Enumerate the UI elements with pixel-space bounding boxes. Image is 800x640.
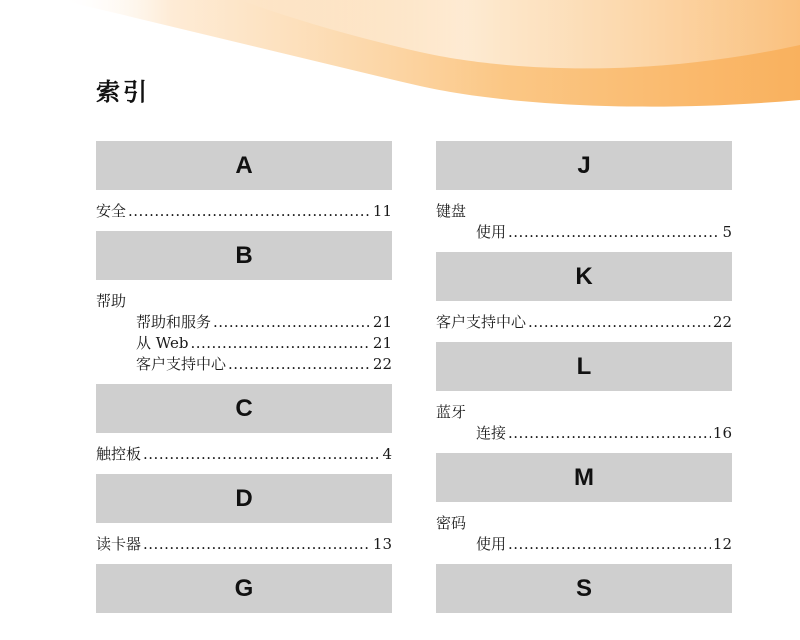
index-term: 触控板 bbox=[96, 445, 142, 463]
index-entries bbox=[436, 301, 732, 342]
section-header-s: S bbox=[436, 564, 732, 613]
section-header-m: M bbox=[436, 453, 732, 502]
index-term: 帮助和服务 bbox=[136, 313, 212, 331]
page-number: 13 bbox=[372, 535, 392, 553]
index-term: 蓝牙 bbox=[436, 403, 467, 421]
index-entry[interactable] bbox=[96, 444, 392, 465]
section-header-c: C bbox=[96, 384, 392, 433]
section-header-g: G bbox=[96, 564, 392, 613]
page-number: 22 bbox=[372, 355, 392, 373]
page-number: 21 bbox=[372, 334, 392, 352]
index-term: 帮助 bbox=[96, 292, 127, 310]
page-number: 12 bbox=[712, 535, 732, 553]
index-subentry[interactable] bbox=[96, 312, 392, 333]
page-number: 5 bbox=[722, 223, 732, 241]
page-title: 索引 bbox=[96, 78, 150, 106]
dot-leader bbox=[228, 354, 371, 375]
index-column-left bbox=[96, 141, 392, 613]
index-term: 连接 bbox=[476, 424, 507, 442]
page-number: 11 bbox=[372, 202, 392, 220]
section-header-l: L bbox=[436, 342, 732, 391]
index-term: 使用 bbox=[476, 535, 507, 553]
index-subentry[interactable] bbox=[96, 333, 392, 354]
index-entry bbox=[436, 402, 732, 423]
index-entries bbox=[436, 190, 732, 252]
dot-leader bbox=[508, 534, 711, 555]
index-entries bbox=[96, 433, 392, 474]
dot-leader bbox=[190, 333, 370, 354]
section-header-j: J bbox=[436, 141, 732, 190]
page-number: 22 bbox=[712, 313, 732, 331]
index-entries bbox=[436, 391, 732, 453]
index-subentry[interactable] bbox=[96, 354, 392, 375]
dot-leader bbox=[143, 444, 380, 465]
dot-leader bbox=[128, 201, 371, 222]
index-entry bbox=[436, 513, 732, 534]
index-term: 安全 bbox=[96, 202, 127, 220]
dot-leader bbox=[528, 312, 711, 333]
index-entry bbox=[96, 291, 392, 312]
section-header-k: K bbox=[436, 252, 732, 301]
index-subentry[interactable] bbox=[436, 423, 732, 444]
index-column-right bbox=[436, 141, 732, 613]
index-subentry[interactable] bbox=[436, 534, 732, 555]
index-entries bbox=[96, 280, 392, 384]
index-term: 客户支持中心 bbox=[436, 313, 527, 331]
index-term: 使用 bbox=[476, 223, 507, 241]
index-entry bbox=[436, 201, 732, 222]
index-subentry[interactable] bbox=[436, 222, 732, 243]
dot-leader bbox=[213, 312, 371, 333]
index-term: 键盘 bbox=[436, 202, 467, 220]
page-number: 16 bbox=[712, 424, 732, 442]
dot-leader bbox=[508, 423, 711, 444]
index-entry[interactable] bbox=[96, 534, 392, 555]
index-entries bbox=[96, 190, 392, 231]
index-entries bbox=[436, 502, 732, 564]
index-term: 从 Web bbox=[136, 334, 189, 352]
dot-leader bbox=[508, 222, 720, 243]
section-header-d: D bbox=[96, 474, 392, 523]
index-entry[interactable] bbox=[436, 312, 732, 333]
page-number: 21 bbox=[372, 313, 392, 331]
index-term: 密码 bbox=[436, 514, 467, 532]
page-number: 4 bbox=[382, 445, 392, 463]
index-term: 读卡器 bbox=[96, 535, 142, 553]
index-entry[interactable] bbox=[96, 201, 392, 222]
dot-leader bbox=[143, 534, 371, 555]
index-entries bbox=[96, 523, 392, 564]
section-header-a: A bbox=[96, 141, 392, 190]
index-term: 客户支持中心 bbox=[136, 355, 227, 373]
section-header-b: B bbox=[96, 231, 392, 280]
